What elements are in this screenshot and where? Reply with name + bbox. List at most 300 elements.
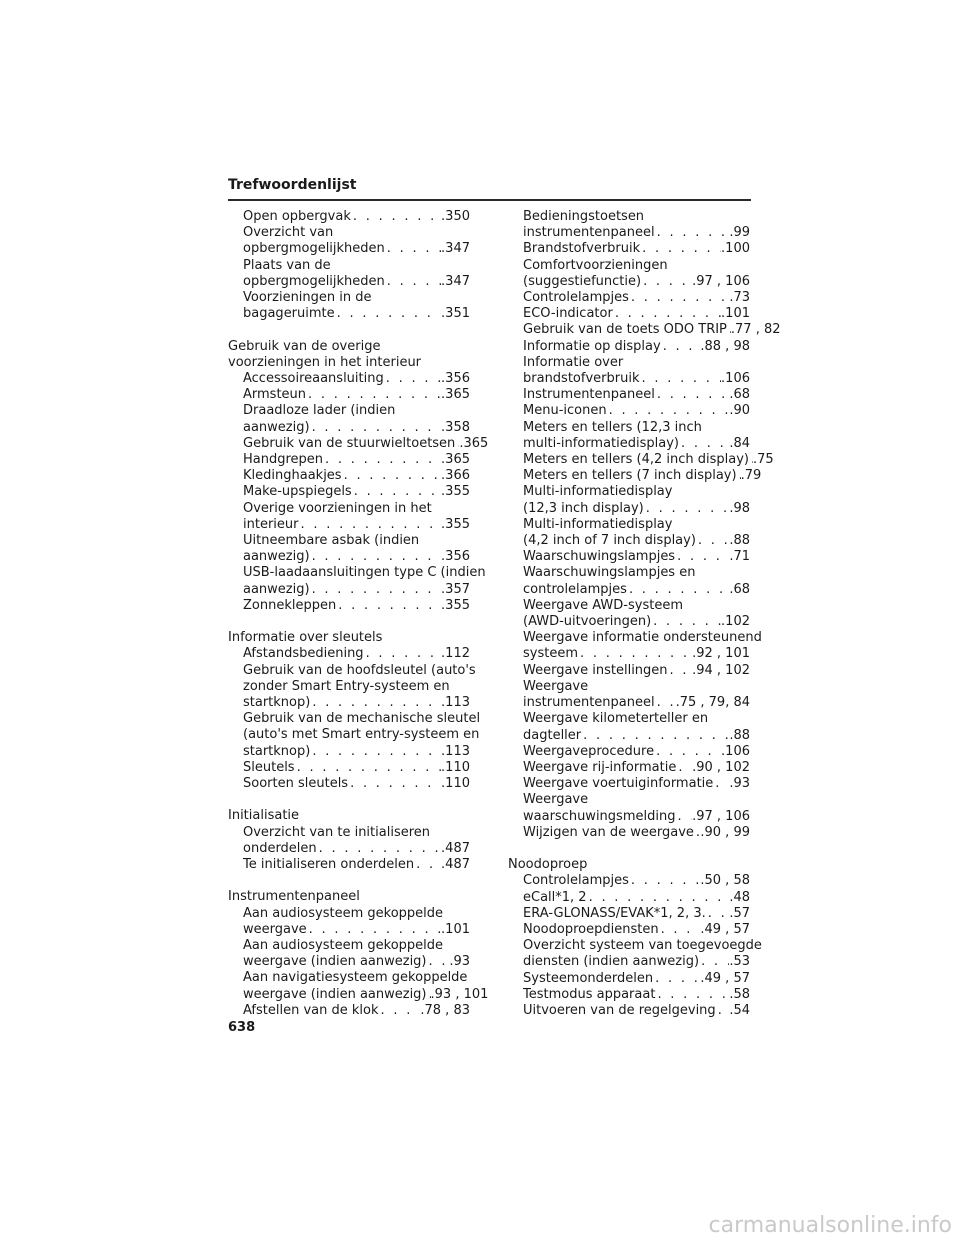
index-entry-term: Brandstofverbruik bbox=[523, 241, 641, 257]
index-entry-term: instrumentenpaneel bbox=[523, 225, 655, 241]
dot-leader bbox=[644, 501, 730, 517]
index-entry-row bbox=[523, 436, 750, 452]
page-title: Trefwoordenlijst bbox=[228, 177, 357, 193]
dot-leader bbox=[336, 598, 441, 614]
index-entry bbox=[523, 468, 762, 484]
index-entry bbox=[243, 533, 470, 565]
index-entry-pages: .94 , 102 bbox=[692, 662, 750, 678]
index-entry-pages: .350 bbox=[441, 209, 470, 224]
index-entry-row bbox=[243, 582, 470, 598]
index-entry-line: Uitneembare asbak (indien bbox=[243, 533, 420, 549]
index-entry-term: multi-informatiedisplay) bbox=[523, 435, 679, 451]
index-entry-row bbox=[243, 468, 470, 484]
index-entry bbox=[243, 225, 470, 257]
index-subentries bbox=[228, 371, 489, 614]
index-entry-term: Te initialiseren onderdelen bbox=[243, 857, 415, 873]
index-entry-line: Gebruik van de mechanische sleutel bbox=[243, 711, 481, 727]
index-entry-term: Systeemonderdelen bbox=[523, 970, 654, 986]
dot-leader bbox=[299, 517, 442, 533]
index-entry-pages: .75 , 79, 84 bbox=[675, 695, 750, 711]
index-entry-pages: .110 bbox=[441, 759, 470, 775]
index-entry-pages: .358 bbox=[441, 419, 470, 435]
index-entry-term: waarschuwingsmelding bbox=[523, 808, 676, 824]
dot-leader bbox=[352, 484, 441, 500]
index-entry-term: eCall*1, 2 bbox=[523, 889, 587, 905]
index-entry-pages: .97 , 106 bbox=[692, 808, 750, 824]
index-entry-term: aanwezig) bbox=[243, 419, 310, 435]
index-entry-pages: .54 bbox=[729, 1002, 750, 1018]
index-entry bbox=[523, 452, 774, 468]
dot-leader bbox=[699, 954, 729, 970]
dot-leader bbox=[587, 890, 730, 906]
index-entry-term: Zonnekleppen bbox=[243, 597, 337, 613]
index-group bbox=[508, 209, 781, 841]
index-entry-pages: .100 bbox=[721, 241, 750, 257]
index-entry bbox=[523, 403, 750, 419]
index-entry-term: weergave bbox=[243, 921, 307, 937]
index-entry-row bbox=[523, 614, 750, 630]
index-entry-row bbox=[243, 695, 470, 711]
index-entry-row bbox=[523, 274, 750, 290]
index-entry bbox=[523, 825, 750, 841]
index-entry-term: weergave (indien aanwezig) bbox=[243, 986, 427, 1002]
index-group bbox=[228, 209, 470, 322]
index-entry-pages: .110 bbox=[441, 776, 470, 792]
index-subentries bbox=[228, 825, 470, 874]
index-entry-row bbox=[243, 857, 470, 873]
dot-leader bbox=[310, 582, 441, 598]
index-entry bbox=[523, 322, 781, 338]
index-entry-term: ECO-indicator bbox=[523, 306, 613, 322]
index-entry-pages: .58 bbox=[729, 986, 750, 1002]
index-entry-row bbox=[523, 339, 750, 355]
index-entry-pages: .93 bbox=[449, 954, 470, 970]
index-entry-pages: .356 bbox=[441, 371, 470, 387]
index-entry-line: Weergave bbox=[523, 792, 589, 808]
index-entry-row bbox=[523, 646, 750, 662]
index-entry-pages: .356 bbox=[441, 549, 470, 565]
index-entry-row bbox=[523, 322, 781, 338]
index-entry-line: zonder Smart Entry-systeem en bbox=[243, 678, 450, 694]
index-entry-pages: .88 bbox=[729, 533, 750, 549]
index-entry bbox=[523, 420, 750, 452]
index-entry-row bbox=[523, 695, 750, 711]
dot-leader bbox=[627, 582, 729, 598]
index-entry-pages: .88 bbox=[729, 727, 750, 743]
index-entry bbox=[523, 549, 750, 565]
index-entry-row bbox=[523, 1003, 750, 1019]
index-entry-row bbox=[523, 290, 750, 306]
index-entry-line: Multi-informatiedisplay bbox=[523, 484, 673, 500]
index-entry bbox=[523, 306, 750, 322]
index-entry-row bbox=[243, 549, 470, 565]
index-entry bbox=[523, 339, 750, 355]
index-entry-pages: .101 bbox=[721, 306, 750, 322]
index-subentries bbox=[508, 873, 762, 1019]
dot-leader bbox=[651, 614, 721, 630]
index-entry-row bbox=[243, 776, 470, 792]
index-entry-pages: .487 bbox=[441, 840, 470, 856]
index-entry-row bbox=[523, 241, 750, 257]
index-entry-row bbox=[523, 906, 750, 922]
index-entry bbox=[523, 290, 750, 306]
index-entry bbox=[243, 371, 470, 387]
index-entry-row bbox=[243, 435, 489, 452]
index-entry-pages: .355 bbox=[441, 597, 470, 613]
index-entry-pages: .106 bbox=[721, 371, 750, 387]
index-entry-term: Menu-iconen bbox=[523, 403, 607, 419]
index-entry-row bbox=[243, 986, 489, 1003]
index-entry-row bbox=[523, 809, 750, 825]
dot-leader bbox=[335, 306, 441, 322]
dot-leader bbox=[323, 452, 441, 468]
index-entry-term: controlelampjes bbox=[523, 581, 627, 597]
title-divider bbox=[228, 199, 751, 201]
dot-leader bbox=[317, 841, 441, 857]
index-entry-pages: .366 bbox=[441, 468, 470, 484]
index-entry-line: Comfortvoorzieningen bbox=[523, 257, 668, 273]
index-heading: Instrumentenpaneel bbox=[228, 889, 360, 905]
index-entry-pages: .112 bbox=[441, 646, 470, 662]
index-entry-row bbox=[243, 484, 470, 500]
index-group bbox=[228, 889, 489, 1019]
index-entry-term: Weergaveprocedure bbox=[523, 743, 655, 759]
dot-leader bbox=[351, 209, 441, 225]
index-entry bbox=[523, 565, 750, 597]
index-entry bbox=[523, 258, 750, 290]
index-entry-row bbox=[523, 468, 762, 484]
index-entry-row bbox=[243, 306, 470, 322]
index-entry-row bbox=[523, 987, 750, 1003]
index-entry-pages: .113 bbox=[441, 743, 470, 759]
index-entry-row bbox=[243, 274, 470, 290]
index-entry-term: onderdelen bbox=[243, 840, 317, 856]
dot-leader bbox=[640, 241, 721, 257]
index-entry bbox=[523, 938, 762, 970]
index-entry bbox=[243, 258, 470, 290]
dot-leader bbox=[607, 403, 730, 419]
index-entry-row bbox=[523, 549, 750, 565]
dot-leader bbox=[668, 663, 693, 679]
index-entry-term: (AWD-uitvoeringen) bbox=[523, 614, 652, 630]
index-entry-row bbox=[243, 841, 470, 857]
index-entry-row bbox=[243, 954, 470, 970]
index-entry bbox=[243, 403, 470, 435]
index-entry bbox=[523, 711, 750, 743]
index-entry-term: aanwezig) bbox=[243, 581, 310, 597]
index-entry-row bbox=[243, 209, 470, 225]
index-entry-line: Overzicht systeem van toegevoegde bbox=[523, 938, 762, 954]
index-entry bbox=[523, 890, 750, 906]
index-entry-term: Sleutels bbox=[243, 759, 295, 775]
index-entry bbox=[243, 598, 470, 614]
index-entry-row bbox=[523, 306, 750, 322]
index-entry bbox=[243, 435, 489, 452]
dot-leader bbox=[613, 306, 721, 322]
index-entry-pages: .90 bbox=[729, 403, 750, 419]
index-entry-row bbox=[523, 582, 750, 598]
index-entry-pages: .97 , 106 bbox=[692, 273, 750, 289]
index-entry-pages: .92 , 101 bbox=[692, 646, 750, 662]
index-entry-term: dagteller bbox=[523, 727, 582, 743]
index-entry-row bbox=[243, 452, 470, 468]
index-entry-pages: .48 bbox=[729, 889, 750, 905]
index-entry-line: Aan audiosysteem gekoppelde bbox=[243, 938, 444, 954]
index-entry-line: (auto's met Smart entry-systeem en bbox=[243, 727, 480, 743]
dot-leader bbox=[364, 646, 441, 662]
index-entry-row bbox=[523, 922, 750, 938]
index-entry-term: Accessoireaansluiting bbox=[243, 371, 384, 387]
index-entry-pages: .50 , 58 bbox=[700, 873, 750, 889]
index-entry bbox=[243, 387, 470, 403]
index-entry-row bbox=[523, 760, 750, 776]
index-entry-row bbox=[523, 452, 774, 468]
index-entry-line: Bedieningstoetsen bbox=[523, 209, 645, 224]
index-entry-line: Waarschuwingslampjes en bbox=[523, 565, 696, 581]
index-entry bbox=[243, 501, 470, 533]
index-entry-term: startknop) bbox=[243, 695, 311, 711]
index-entry-line: Weergave bbox=[523, 678, 589, 694]
index-entry-row bbox=[523, 728, 750, 744]
index-heading: Informatie over sleutels bbox=[228, 630, 383, 646]
index-entry-term: Controlelampjes bbox=[523, 290, 629, 306]
index-entry-row bbox=[243, 922, 470, 938]
index-entry bbox=[243, 1003, 470, 1019]
index-group bbox=[508, 857, 762, 1019]
dot-leader bbox=[310, 695, 441, 711]
index-entry-row bbox=[243, 598, 470, 614]
index-entry-row bbox=[523, 371, 750, 387]
index-entry bbox=[243, 290, 470, 322]
dot-leader bbox=[310, 744, 441, 760]
index-entry-row bbox=[523, 776, 750, 792]
index-entry-term: Meters en tellers (7 inch display) bbox=[523, 468, 737, 484]
index-entry-term: Handgrepen bbox=[243, 452, 324, 468]
index-entry bbox=[523, 241, 750, 257]
index-entry-row bbox=[243, 744, 470, 760]
index-entry-term: Noodoproepdiensten bbox=[523, 921, 659, 937]
index-entry-line: Draadloze lader (indien bbox=[243, 403, 396, 419]
index-entry-term: Meters en tellers (4,2 inch display) bbox=[523, 452, 749, 468]
index-entry-term: Make-upspiegels bbox=[243, 484, 352, 500]
dot-leader bbox=[379, 1003, 421, 1019]
index-entry-term: Waarschuwingslampjes bbox=[523, 549, 676, 565]
index-entry bbox=[523, 987, 750, 1003]
dot-leader bbox=[655, 225, 730, 241]
index-entry-pages: .79 bbox=[740, 468, 762, 484]
index-entry-row bbox=[523, 387, 750, 403]
index-entry-row bbox=[523, 890, 750, 906]
index-entry-pages: .365 bbox=[459, 435, 489, 451]
index-entry-row bbox=[243, 1003, 470, 1019]
index-entry-line: Weergave informatie ondersteunend bbox=[523, 630, 762, 646]
index-entry-term: Controlelampjes bbox=[523, 873, 629, 889]
index-entry-row bbox=[243, 241, 470, 257]
index-entry-pages: .93 , 101 bbox=[430, 986, 489, 1002]
index-entry bbox=[523, 922, 750, 938]
index-entry-pages: .78 , 83 bbox=[420, 1002, 470, 1018]
index-entry bbox=[243, 646, 470, 662]
dot-leader bbox=[655, 387, 729, 403]
index-entry-term: brandstofverbruik bbox=[523, 371, 640, 387]
index-entry-pages: .351 bbox=[441, 306, 470, 322]
index-entry bbox=[243, 938, 470, 970]
page-number: 638 bbox=[228, 1020, 256, 1035]
index-entry-row bbox=[243, 760, 470, 776]
index-entry-term: Weergave voertuiginformatie bbox=[523, 776, 714, 792]
dot-leader bbox=[696, 533, 729, 549]
dot-leader bbox=[629, 873, 701, 889]
index-entry bbox=[243, 209, 470, 225]
index-entry bbox=[243, 857, 470, 873]
index-entry-term: Open opbergvak bbox=[243, 209, 351, 224]
index-entry-term: interieur bbox=[243, 516, 299, 532]
dot-leader bbox=[427, 954, 450, 970]
dot-leader bbox=[653, 971, 700, 987]
dot-leader bbox=[713, 776, 729, 792]
index-entry-pages: .98 bbox=[729, 500, 750, 516]
dot-leader bbox=[654, 744, 721, 760]
index-entry-term: Wijzigen van de weergave bbox=[523, 824, 694, 840]
index-entry-line: Gebruik van de hoofdsleutel (auto's bbox=[243, 662, 476, 678]
index-entry-term: (12,3 inch display) bbox=[523, 500, 644, 516]
index-entry bbox=[523, 792, 750, 824]
index-entry bbox=[243, 760, 470, 776]
dot-leader bbox=[310, 420, 441, 436]
index-group bbox=[228, 630, 481, 792]
index-entry-term: diensten (indien aanwezig) bbox=[523, 954, 700, 970]
index-entry bbox=[523, 355, 750, 387]
index-entry bbox=[243, 970, 489, 1002]
index-entry-pages: .68 bbox=[729, 581, 750, 597]
index-entry-row bbox=[243, 387, 470, 403]
index-heading: Initialisatie bbox=[228, 808, 300, 824]
index-entry-pages: .347 bbox=[441, 241, 470, 257]
index-entry bbox=[243, 468, 470, 484]
index-entry-row bbox=[523, 533, 750, 549]
index-entry-term: (4,2 inch of 7 inch display) bbox=[523, 533, 696, 549]
index-subentries bbox=[508, 209, 781, 841]
index-entry-pages: .101 bbox=[441, 921, 470, 937]
watermark-text: carmanualsonline.info bbox=[708, 1213, 952, 1238]
index-entry-term: aanwezig) bbox=[243, 549, 310, 565]
index-entry-row bbox=[523, 663, 750, 679]
index-entry-line: Weergave kilometerteller en bbox=[523, 711, 709, 727]
dot-leader bbox=[295, 760, 441, 776]
index-entry-term: Weergave instellingen bbox=[523, 662, 668, 678]
index-entry bbox=[523, 906, 750, 922]
dot-leader bbox=[661, 339, 701, 355]
index-entry-term: Afstellen van de klok bbox=[243, 1002, 379, 1018]
index-entry-pages: .49 , 57 bbox=[700, 970, 750, 986]
index-entry bbox=[243, 776, 470, 792]
index-entry-row bbox=[523, 825, 750, 841]
dot-leader bbox=[384, 371, 441, 387]
index-entry-term: Gebruik van de stuurwieltoetsen bbox=[243, 435, 456, 451]
index-entry-pages: .355 bbox=[441, 484, 470, 500]
index-entry-pages: .49 , 57 bbox=[700, 921, 750, 937]
index-entry-pages: .102 bbox=[721, 614, 750, 630]
index-entry-term: opbergmogelijkheden bbox=[243, 241, 385, 257]
index-entry bbox=[523, 598, 750, 630]
index-entry-pages: .487 bbox=[441, 857, 470, 873]
index-entry-pages: .68 bbox=[729, 387, 750, 403]
index-entry-line: Aan audiosysteem gekoppelde bbox=[243, 905, 444, 921]
index-entry-pages: .365 bbox=[441, 387, 470, 403]
dot-leader bbox=[655, 987, 729, 1003]
index-entry-pages: .77 , 82 bbox=[730, 322, 781, 338]
dot-leader bbox=[310, 549, 441, 565]
index-entry bbox=[523, 484, 750, 516]
index-entry-row bbox=[523, 873, 750, 889]
index-entry-pages: .355 bbox=[441, 516, 470, 532]
index-entry-row bbox=[523, 501, 750, 517]
index-entry-pages: .93 bbox=[729, 776, 750, 792]
index-entry bbox=[243, 452, 470, 468]
index-entry-row bbox=[523, 971, 750, 987]
index-entry-pages: .357 bbox=[441, 581, 470, 597]
index-entry-row bbox=[243, 371, 470, 387]
index-entry bbox=[243, 484, 470, 500]
dot-leader bbox=[639, 371, 721, 387]
index-entry-term: Informatie op display bbox=[523, 338, 661, 354]
index-subentries bbox=[228, 905, 489, 1019]
index-entry-term: (suggestiefunctie) bbox=[523, 273, 642, 289]
index-entry-term: instrumentenpaneel bbox=[523, 695, 655, 711]
dot-leader bbox=[659, 922, 701, 938]
dot-leader bbox=[342, 468, 441, 484]
index-entry-term: weergave (indien aanwezig) bbox=[243, 954, 427, 970]
dot-leader bbox=[307, 922, 441, 938]
index-entry-row bbox=[243, 517, 470, 533]
index-entry-line: Informatie over bbox=[523, 354, 624, 370]
index-column-left bbox=[228, 209, 489, 1019]
index-entry-pages: .75 bbox=[752, 452, 774, 468]
index-entry-row bbox=[523, 744, 750, 760]
index-entry-line: Meters en tellers (12,3 inch bbox=[523, 419, 702, 435]
index-group bbox=[228, 338, 489, 614]
dot-leader bbox=[385, 274, 441, 290]
index-entry-term: Instrumentenpaneel bbox=[523, 387, 655, 403]
index-entry bbox=[523, 760, 750, 776]
dot-leader bbox=[629, 290, 729, 306]
dot-leader bbox=[675, 549, 729, 565]
index-entry-row bbox=[243, 420, 470, 436]
index-entry-pages: .90 , 102 bbox=[692, 759, 750, 775]
index-group bbox=[228, 808, 470, 873]
index-heading: Gebruik van de overige voorzieningen in het interieur bbox=[228, 338, 422, 370]
dot-leader bbox=[306, 387, 441, 403]
index-subentries bbox=[228, 646, 481, 792]
index-entry-pages: .106 bbox=[721, 743, 750, 759]
index-entry bbox=[523, 630, 762, 662]
index-entry-pages: .57 bbox=[729, 905, 750, 921]
index-entry-line: Overzicht van bbox=[243, 225, 334, 241]
index-entry-line: Overzicht van te initialiseren bbox=[243, 824, 431, 840]
dot-leader bbox=[385, 241, 441, 257]
dot-leader bbox=[348, 776, 441, 792]
index-entry-term: Armsteun bbox=[243, 387, 307, 403]
index-entry-term: Testmodus apparaat bbox=[523, 986, 656, 1002]
index-entry-line: Overige voorzieningen in het bbox=[243, 500, 432, 516]
index-entry-pages: .347 bbox=[441, 273, 470, 289]
dot-leader bbox=[414, 857, 441, 873]
index-entry-line: USB-laadaansluitingen type C (indien bbox=[243, 565, 486, 581]
dot-leader bbox=[676, 760, 692, 776]
index-entry-term: systeem bbox=[523, 646, 578, 662]
index-entry bbox=[523, 663, 750, 679]
index-entry-pages: .90 , 99 bbox=[700, 824, 750, 840]
